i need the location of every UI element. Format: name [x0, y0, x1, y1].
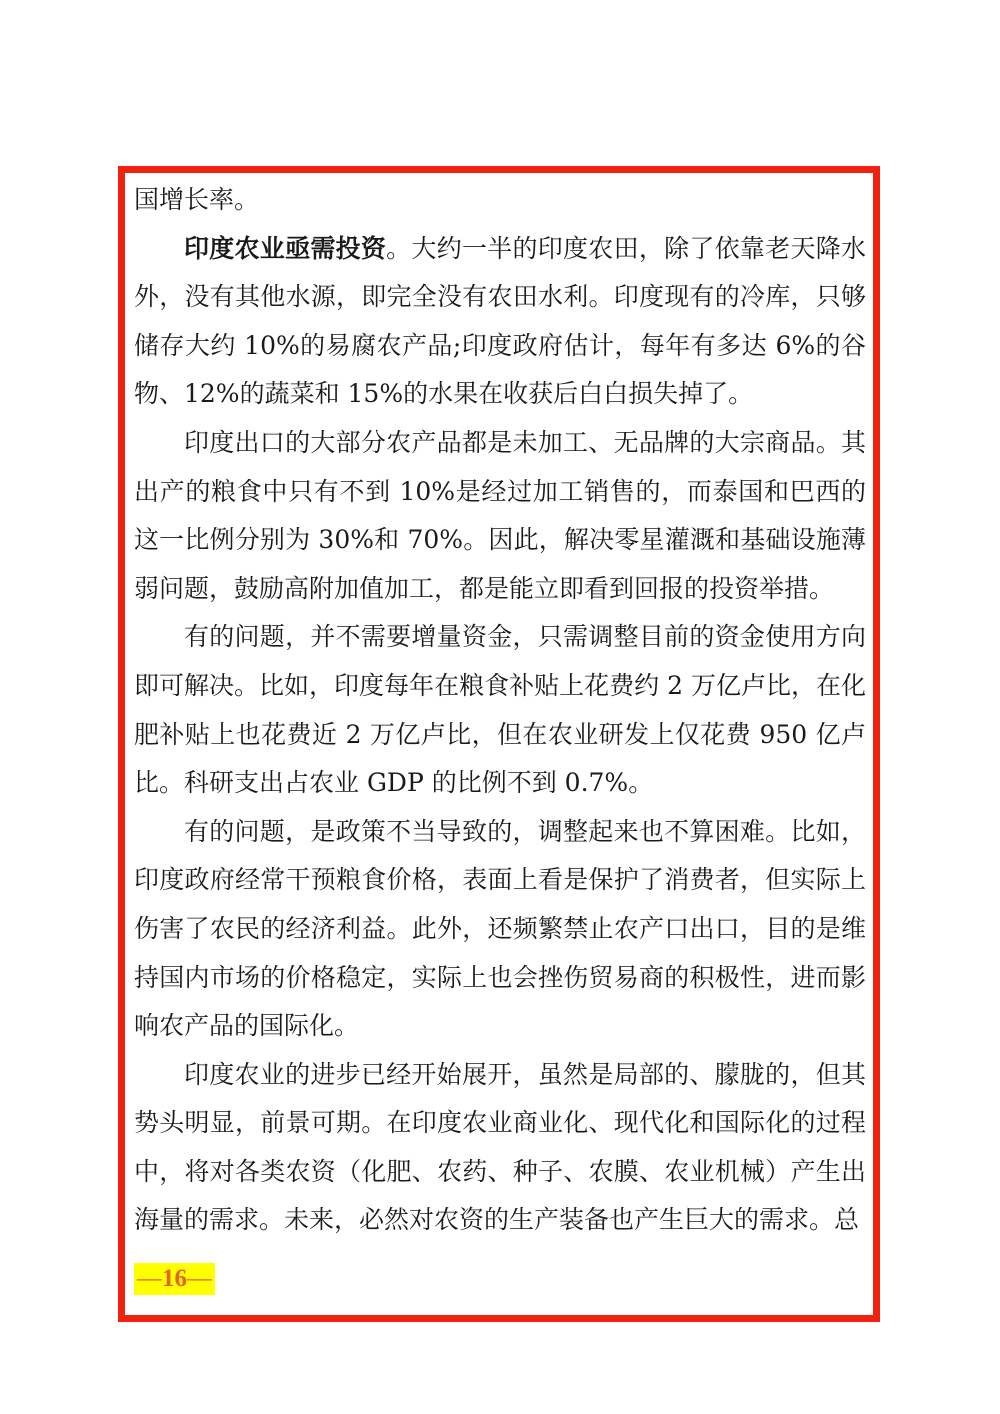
paragraph-agriculture-investment — [134, 225, 866, 419]
document-body — [134, 176, 866, 1245]
page-number — [134, 1263, 215, 1295]
paragraph-policy-issues: 有的问题，是政策不当导致的，调整起来也不算困难。比如，印度政府经常干预粮食价格，表面上看是保护了消费者，但实际上伤害了农民的经济利益。此外，还频繁禁止农产口出口，目的是维持国内市场的价格稳定，实际上也会挫伤贸易商的积极性，进而影响农产品的国际化。 — [134, 816, 866, 1041]
page-number-dash-right: — — [187, 1265, 212, 1292]
page-number-dash-left: — — [137, 1265, 162, 1292]
paragraph-continuation: 国增长率。 — [134, 185, 260, 214]
paragraph-exports: 印度出口的大部分农产品都是未加工、无品牌的大宗商品。其出产的粮食中只有不到 10%是经过加工销售的，而泰国和巴西的这一比例分别为 30%和 70%。因此，解决零星灌溉和基础设施薄弱问题，鼓励高附加值加工，都是能立即看到回报的投资举措。 — [134, 427, 866, 603]
paragraph-outlook: 印度农业的进步已经开始展开，虽然是局部的、朦胧的，但其势头明显，前景可期。在印度农业商业化、现代化和国际化的过程中，将对各类农资（化肥、农药、种子、农膜、农业机械）产生出海量的需求。未来，必然对农资的生产装备也产生巨大的需求。总 — [134, 1059, 866, 1235]
paragraph-bold-lead: 印度农业亟需投资 — [184, 233, 387, 263]
page-number-value: 16 — [162, 1265, 187, 1292]
paragraph-text: 。大约一半的印度农田，除了依靠老天降水外，没有其他水源，即完全没有农田水利。印度现有的冷库，只够储存大约 10%的易腐农产品;印度政府估计，每年有多达 6%的谷物、12%的蔬菜和 15%的水果在收获后白白损失掉了。 — [134, 233, 866, 409]
paragraph-funding-direction: 有的问题，并不需要增量资金，只需调整目前的资金使用方向即可解决。比如，印度每年在粮食补贴上花费约 2 万亿卢比，在化肥补贴上也花费近 2 万亿卢比，但在农业研发上仅花费 950 亿卢比。科研支出占农业 GDP 的比例不到 0.7%。 — [134, 622, 866, 798]
